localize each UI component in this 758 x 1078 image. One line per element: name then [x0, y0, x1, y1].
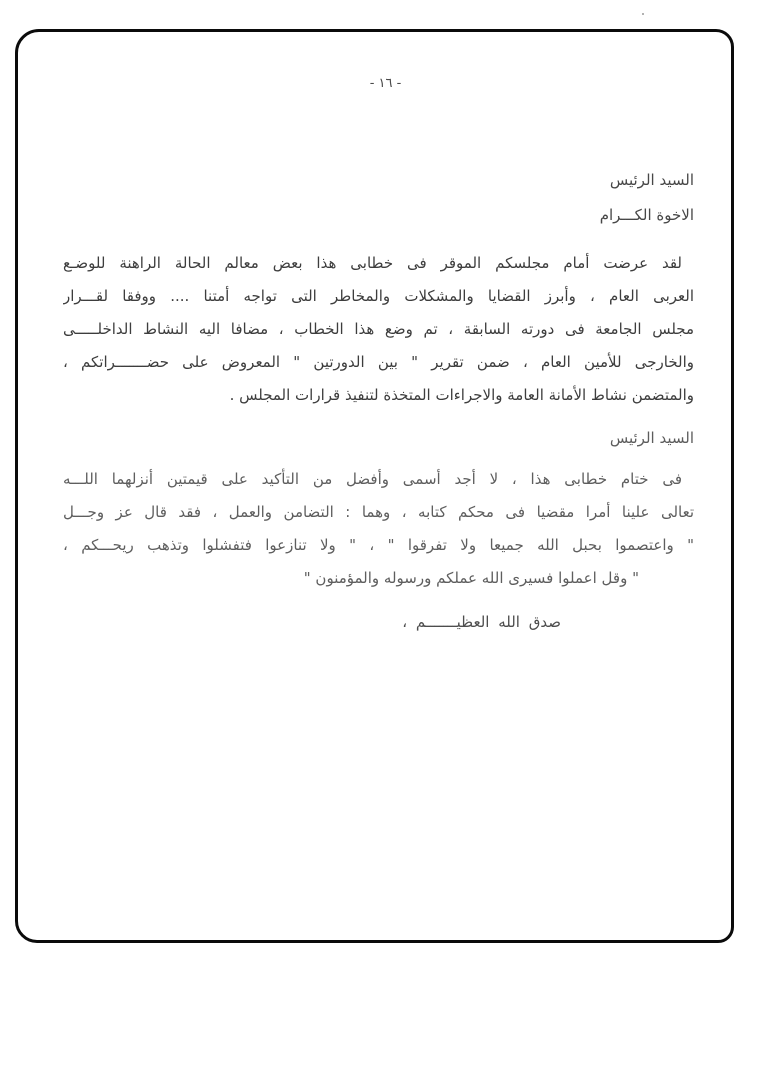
page-number: - ١٦ - [369, 76, 402, 91]
paragraph-line: " وقل اعملوا فسيرى الله عملكم ورسوله والمؤمنون " [303, 569, 639, 587]
salutation-president-second: السيد الرئيس [609, 429, 694, 447]
closing-phrase: صدق الله العظيـــــــم ، [402, 613, 561, 631]
paragraph-line: لقد عرضت أمام مجلسكم الموقر فى خطابى هذا بعض معالم الحالة الراهنة للوضـع [63, 254, 682, 272]
paragraph-line: " واعتصموا بحبل الله جميعا ولا تفرقوا " ، " ولا تنازعوا فتفشلوا وتذهب ريحـــكم ، [63, 536, 694, 554]
paragraph-line: فى ختام خطابى هذا ، لا أجد أسمى وأفضل من التأكيد على قيمتين أنزلهما اللـــه [63, 470, 682, 488]
paragraph-line: والخارجى للأمين العام ، ضمن تقرير " بين الدورتين " المعروض على حضـــــــراتكم ، [63, 353, 694, 371]
salutation-president-first: السيد الرئيس [609, 171, 694, 189]
paragraph-line: العربى العام ، وأبرز القضايا والمشكلات والمخاطر التى تواجه أمتنا .... ووفقا لقـــرار [63, 287, 694, 305]
paragraph-closing-verses [63, 463, 694, 595]
page-content [18, 32, 731, 940]
paragraph-line: تعالى علينا أمرا مقضيا فى محكم كتابه ، وهما : التضامن والعمل ، فقد قال عز وجـــل [63, 503, 694, 521]
paragraph-line: مجلس الجامعة فى دورته السابقة ، تم وضع هذا الخطاب ، مضافا اليه النشاط الداخلـــــى [63, 320, 694, 338]
page-border-frame [15, 29, 734, 943]
paragraph-situation-overview [63, 247, 694, 412]
scan-artifact-dot [642, 13, 644, 15]
paragraph-line: والمتضمن نشاط الأمانة العامة والاجراءات المتخذة لتنفيذ قرارات المجلس . [229, 386, 694, 404]
salutation-brothers: الاخوة الكـــرام [599, 206, 694, 224]
